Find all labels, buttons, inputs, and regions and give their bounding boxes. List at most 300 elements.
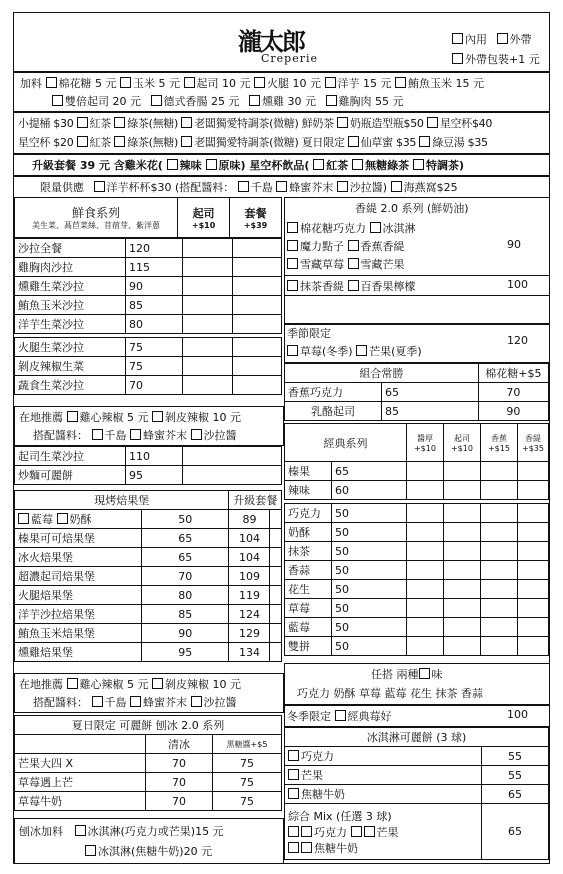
summer-drink-label: 夏日限定	[301, 136, 345, 149]
qty-cell[interactable]	[270, 624, 282, 643]
menu-item-price: 95	[126, 466, 183, 485]
menu-item-name: 沙拉全餐	[15, 239, 126, 258]
add-on-item: 雞胸肉 55 元	[338, 95, 404, 108]
pick-two-checkbox[interactable]	[419, 668, 430, 679]
add-on-checkbox[interactable]	[249, 95, 260, 106]
ice-addon-label: 刨冰加料	[19, 825, 63, 838]
drink-item: 紅茶	[89, 136, 112, 149]
ice-addon-option: 冰淇淋(焦糖牛奶)20 元	[98, 845, 213, 858]
qty-cell[interactable]	[480, 462, 517, 481]
qty-cell[interactable]	[232, 357, 282, 376]
menu-item-name: 香蒜	[285, 561, 332, 580]
add-on-item: 火腿 10 元	[267, 77, 321, 90]
sauce-checkbox[interactable]	[130, 429, 141, 440]
menu-item-price: 90	[126, 277, 183, 296]
qty-cell[interactable]	[480, 637, 517, 656]
add-on-item: 洋芋 15 元	[337, 77, 392, 90]
ice-cream-checkbox[interactable]	[288, 769, 299, 780]
fresh-local-rec	[14, 406, 284, 446]
qty-cell[interactable]	[232, 296, 282, 315]
local-rec-label: 在地推薦	[19, 411, 63, 424]
drink-checkbox[interactable]	[427, 117, 438, 128]
menu-item-price: 60	[332, 481, 407, 500]
limited-section	[14, 175, 549, 197]
mix-checkbox[interactable]	[288, 842, 299, 853]
menu-item-name: 花生	[285, 580, 332, 599]
ice-cream-table	[284, 727, 549, 860]
add-on-section	[14, 71, 549, 111]
classic-col-header	[480, 424, 517, 462]
qty-cell[interactable]	[480, 523, 517, 542]
qty-cell[interactable]	[443, 580, 480, 599]
upgrade-label: 升級套餐 39 元 含雞米花(	[32, 159, 163, 172]
brand-name: 瀧太郎	[238, 27, 304, 56]
ice-addon	[14, 818, 284, 864]
marshmallow-price: 70	[478, 383, 548, 402]
ice-addon-option: 冰淇淋(巧克力或芒果)15 元	[87, 825, 224, 838]
pick-two-flavors: 巧克力 奶酥 草莓 藍莓 花生 抹茶 香蒜	[297, 687, 483, 700]
menu-item-price: 50	[332, 580, 407, 599]
summer-table	[14, 715, 282, 811]
menu-item-price: 50	[142, 510, 229, 529]
chantilly-checkbox[interactable]	[348, 280, 359, 291]
sauce-checkbox[interactable]	[191, 696, 202, 707]
qty-cell[interactable]	[270, 548, 282, 567]
season-label: 季節限定	[287, 327, 331, 340]
qty-cell[interactable]	[406, 637, 443, 656]
drink-checkbox[interactable]	[114, 117, 125, 128]
qty-cell[interactable]	[480, 481, 517, 500]
burger-checkbox[interactable]	[18, 513, 29, 524]
qty-cell[interactable]	[232, 338, 282, 357]
qty-cell[interactable]	[270, 567, 282, 586]
menu-item-price: 80	[142, 586, 229, 605]
qty-cell[interactable]	[443, 637, 480, 656]
add-on-checkbox[interactable]	[46, 77, 57, 88]
qty-cell[interactable]	[517, 637, 548, 656]
dine-in-label: 內用	[465, 33, 487, 46]
menu-item-price: 75	[213, 773, 282, 792]
add-on-checkbox[interactable]	[254, 77, 265, 88]
qty-cell[interactable]	[443, 462, 480, 481]
limited-checkbox[interactable]	[337, 181, 348, 192]
qty-cell[interactable]	[183, 447, 282, 466]
chantilly-option: 魔力點子	[300, 240, 344, 253]
ice-cream-option: 巧克力	[301, 750, 334, 763]
qty-cell[interactable]	[517, 504, 548, 523]
classic-col-price: +$15	[487, 443, 510, 453]
classic-col-header	[517, 424, 548, 462]
qty-cell[interactable]	[183, 296, 233, 315]
qty-cell[interactable]	[517, 462, 548, 481]
ice-cream-checkbox[interactable]	[288, 788, 299, 799]
upgrade-option: 原味)	[218, 159, 246, 172]
drink-checkbox[interactable]	[348, 136, 359, 147]
qty-cell[interactable]	[480, 542, 517, 561]
qty-cell[interactable]	[517, 599, 548, 618]
mix-cell	[285, 804, 482, 860]
menu-item-name: 草莓牛奶	[15, 792, 146, 811]
add-on-item: 棉花糖 5 元	[58, 77, 117, 90]
qty-cell[interactable]	[443, 542, 480, 561]
menu-item-name: 榛果	[285, 462, 332, 481]
menu-item-name: 洋芋沙拉焙果堡	[15, 605, 142, 624]
menu-item-price: 80	[126, 315, 183, 334]
classic-col-price: +$10	[413, 443, 436, 453]
small-cup-label: 小提桶 $30	[18, 117, 74, 130]
menu-item-name: 香蕉巧克力	[285, 383, 382, 402]
menu-item-name	[285, 747, 482, 766]
add-on-checkbox[interactable]	[151, 95, 162, 106]
menu-item-name: 榛果可可焙果堡	[15, 529, 142, 548]
classic-col-header	[406, 424, 443, 462]
ice-addon-checkbox[interactable]	[75, 825, 86, 836]
qty-cell[interactable]	[232, 239, 282, 258]
sauce-checkbox[interactable]	[92, 429, 103, 440]
winter-checkbox[interactable]	[335, 710, 346, 721]
chantilly-option: 香蕉香緹	[360, 240, 405, 253]
fresh-series-header	[15, 198, 178, 238]
menu-item-price: 55	[482, 766, 549, 785]
qty-cell[interactable]	[480, 504, 517, 523]
mix-option: 芒果	[376, 825, 399, 839]
takeout-pack-label: 外帶包裝+1 元	[465, 53, 540, 66]
upgrade-checkbox[interactable]	[413, 159, 424, 170]
chantilly-option: 冰淇淋	[382, 222, 416, 235]
burger-local-rec	[14, 673, 284, 713]
set-price: 134	[229, 643, 270, 662]
fresh-items-table	[14, 238, 282, 395]
menu-item-price: 70	[146, 792, 213, 811]
menu-item-price: 50	[332, 561, 407, 580]
upgrade-section	[14, 153, 549, 175]
drink-checkbox[interactable]	[181, 117, 192, 128]
add-on-checkbox[interactable]	[325, 77, 336, 88]
menu-item-price: 110	[126, 447, 183, 466]
menu-item-name: 燻雞生菜沙拉	[15, 277, 126, 296]
qty-cell[interactable]	[270, 529, 282, 548]
chantilly-checkbox[interactable]	[287, 222, 298, 233]
chantilly-section	[284, 197, 550, 325]
burger-checkbox[interactable]	[57, 513, 68, 524]
upgrade-checkbox[interactable]	[206, 159, 217, 170]
cheese-price: +$10	[191, 221, 216, 230]
cheese-column-header	[178, 198, 230, 238]
burger-table	[14, 490, 282, 662]
local-rec-checkbox[interactable]	[152, 411, 163, 422]
mix-option: 焦糖牛奶	[314, 841, 358, 855]
qty-cell[interactable]	[183, 466, 282, 485]
qty-cell[interactable]	[443, 481, 480, 500]
star-cup-label: 星空杯 $20	[18, 136, 74, 149]
menu-item-name: 蔬食生菜沙拉	[15, 376, 126, 395]
chantilly-checkbox[interactable]	[287, 258, 298, 269]
marshmallow-price: 90	[478, 402, 548, 421]
qty-cell[interactable]	[232, 315, 282, 334]
marshmallow-header: 棉花糖+$5	[478, 364, 548, 383]
season-checkbox[interactable]	[287, 345, 298, 356]
menu-item-name: 超濃起司焙果堡	[15, 567, 142, 586]
drink-item: 奶瓶造型瓶$50	[350, 117, 424, 130]
upgrade-option: 辣味	[179, 159, 202, 172]
sauce-checkbox[interactable]	[92, 696, 103, 707]
qty-cell[interactable]	[232, 277, 282, 296]
qty-cell[interactable]	[480, 618, 517, 637]
limited-sauce: 千島	[250, 181, 273, 194]
season-checkbox[interactable]	[356, 345, 367, 356]
add-on-item: 鮪魚玉米 15 元	[408, 77, 484, 90]
drink-checkbox[interactable]	[77, 117, 88, 128]
menu-item-name: 燻雞焙果堡	[15, 643, 142, 662]
combo-title: 組合常勝	[285, 364, 479, 383]
qty-cell[interactable]	[480, 580, 517, 599]
mix-checkbox[interactable]	[364, 826, 375, 837]
burger-title: 現烤焙果堡	[15, 491, 229, 510]
add-on-checkbox[interactable]	[326, 95, 337, 106]
drink-checkbox[interactable]	[419, 136, 430, 147]
chantilly-price: 100	[507, 278, 528, 291]
mix-checkbox[interactable]	[301, 826, 312, 837]
drink-item: 綠豆湯 $35	[432, 136, 488, 149]
menu-item-name: 雞胸肉沙拉	[15, 258, 126, 277]
menu-item-name: 芒果大四 X	[15, 754, 146, 773]
classic-col-name: 醬厚	[416, 433, 433, 443]
limited-checkbox[interactable]	[238, 181, 249, 192]
ice-addon-checkbox[interactable]	[85, 845, 96, 856]
set-price: 119	[229, 586, 270, 605]
menu-item-price: 65	[482, 804, 549, 860]
menu-item-name: 火腿生菜沙拉	[15, 338, 126, 357]
set-price: 109	[229, 567, 270, 586]
set-price: 89	[229, 510, 270, 529]
menu-item-name: 巧克力	[285, 504, 332, 523]
chantilly-checkbox[interactable]	[287, 240, 298, 251]
add-on-item: 玉米 5 元	[133, 77, 180, 90]
upgrade-checkbox[interactable]	[313, 159, 324, 170]
qty-cell[interactable]	[183, 239, 233, 258]
chantilly-checkbox[interactable]	[348, 240, 359, 251]
chantilly-price: 90	[507, 238, 521, 251]
winter-price: 100	[507, 708, 528, 721]
add-on-checkbox[interactable]	[395, 77, 406, 88]
upgrade-drink-label: 星空杯飲品(	[249, 159, 310, 172]
menu-item-name: 鮪魚玉米沙拉	[15, 296, 126, 315]
menu-item-name: 鮪魚玉米焙果堡	[15, 624, 142, 643]
set-price: 104	[229, 529, 270, 548]
local-rec-checkbox[interactable]	[67, 411, 78, 422]
takeout-pack-checkbox[interactable]	[452, 53, 463, 64]
mix-checkbox[interactable]	[351, 826, 362, 837]
qty-cell[interactable]	[183, 258, 233, 277]
qty-cell[interactable]	[443, 504, 480, 523]
qty-cell[interactable]	[443, 599, 480, 618]
limited-checkbox[interactable]	[94, 181, 105, 192]
winter-label: 冬季限定	[287, 710, 331, 723]
mix-option: 巧克力	[314, 825, 347, 839]
menu-item-name: 抹茶	[285, 542, 332, 561]
set-price: 129	[229, 624, 270, 643]
qty-cell[interactable]	[270, 605, 282, 624]
qty-cell[interactable]	[406, 561, 443, 580]
menu-item-price: 75	[126, 338, 183, 357]
qty-cell[interactable]	[406, 462, 443, 481]
chantilly-checkbox[interactable]	[287, 280, 298, 291]
add-on-checkbox[interactable]	[120, 77, 131, 88]
dine-in-checkbox[interactable]	[452, 33, 463, 44]
qty-cell[interactable]	[517, 561, 548, 580]
qty-cell[interactable]	[270, 643, 282, 662]
qty-cell[interactable]	[183, 315, 233, 334]
drink-item: 老闆獨愛特調茶(微糖)	[194, 117, 299, 130]
season-price: 120	[507, 334, 528, 347]
qty-cell[interactable]	[443, 561, 480, 580]
upgrade-checkbox[interactable]	[167, 159, 178, 170]
burger-upgrade-header: 升級套餐	[229, 491, 282, 510]
drink-item: 仙草蜜 $35	[360, 136, 417, 149]
drink-checkbox[interactable]	[337, 117, 348, 128]
menu-item-price: 75	[213, 792, 282, 811]
drink-checkbox[interactable]	[77, 136, 88, 147]
local-rec-checkbox[interactable]	[152, 678, 163, 689]
qty-cell[interactable]	[183, 376, 233, 395]
classic-title: 經典系列	[285, 424, 407, 462]
plain-ice-header: 清冰	[146, 735, 213, 754]
qty-cell[interactable]	[517, 523, 548, 542]
qty-cell[interactable]	[232, 258, 282, 277]
qty-cell[interactable]	[517, 542, 548, 561]
upgrade-option: 無糖綠茶	[365, 159, 410, 172]
chantilly-title: 香緹 2.0 系列 (鮮奶油)	[355, 202, 469, 215]
order-form	[13, 12, 550, 864]
menu-item-price: 75	[213, 754, 282, 773]
limited-sauce: 沙拉醬)	[349, 181, 388, 194]
add-on-checkbox[interactable]	[184, 77, 195, 88]
chantilly-option: 雪藏芒果	[360, 258, 405, 271]
fresh-series-subtitle: 美生菜、萵苣菜絲、苜蓿芽、紫洋蔥	[32, 221, 161, 230]
menu-item-name: 草莓	[285, 599, 332, 618]
menu-item-name: 洋芋生菜沙拉	[15, 315, 126, 334]
order-options	[452, 30, 540, 70]
menu-item-price: 70	[146, 754, 213, 773]
menu-item-name: 剝皮辣椒生菜	[15, 357, 126, 376]
set-price: 124	[229, 605, 270, 624]
qty-cell[interactable]	[443, 618, 480, 637]
limited-checkbox[interactable]	[391, 181, 402, 192]
upgrade-checkbox[interactable]	[352, 159, 363, 170]
qty-cell[interactable]	[183, 277, 233, 296]
qty-cell[interactable]	[183, 357, 233, 376]
summer-blank-header	[15, 735, 146, 754]
classic-col-name: 起司	[453, 433, 470, 443]
menu-item-price: 50	[332, 637, 407, 656]
qty-cell[interactable]	[406, 618, 443, 637]
pick-two-title: 任搭 兩種	[371, 668, 419, 681]
menu-item-price: 50	[332, 542, 407, 561]
mix-checkbox[interactable]	[288, 826, 299, 837]
form-header	[14, 13, 549, 71]
qty-cell[interactable]	[517, 481, 548, 500]
add-on-checkbox[interactable]	[52, 95, 63, 106]
drink-checkbox[interactable]	[181, 136, 192, 147]
summer-title: 夏日限定 可麗餅 刨冰 2.0 系列	[15, 716, 282, 735]
qty-cell[interactable]	[517, 580, 548, 599]
fresh-extra-table	[14, 446, 282, 485]
drink-item: 綠茶(無糖)	[127, 117, 179, 130]
sauce-label: 搭配醬料：	[33, 696, 88, 709]
qty-cell[interactable]	[232, 376, 282, 395]
local-rec-option: 剝皮辣椒 10 元	[165, 411, 241, 424]
pick-two-section	[284, 663, 550, 705]
sauce-option: 沙拉醬	[203, 696, 237, 709]
sauce-checkbox[interactable]	[130, 696, 141, 707]
season-option: 草莓(冬季)	[300, 345, 353, 358]
limited-item: 洋芋杯杯$30 (搭配醬料：	[106, 181, 235, 194]
qty-cell[interactable]	[406, 504, 443, 523]
sauce-option: 千島	[104, 696, 127, 709]
milk-tea-label: 鮮奶茶	[301, 117, 334, 130]
menu-item-price: 65	[382, 383, 479, 402]
menu-item-price: 65	[142, 529, 229, 548]
menu-item-name: 草莓遇上芒	[15, 773, 146, 792]
menu-item-price: 70	[126, 376, 183, 395]
menu-item-price: 65	[482, 785, 549, 804]
sauce-option: 千島	[104, 429, 127, 442]
chantilly-checkbox[interactable]	[348, 258, 359, 269]
qty-cell[interactable]	[443, 523, 480, 542]
limited-checkbox[interactable]	[276, 181, 287, 192]
qty-cell[interactable]	[517, 618, 548, 637]
qty-cell[interactable]	[406, 599, 443, 618]
qty-cell[interactable]	[270, 586, 282, 605]
qty-cell[interactable]	[480, 599, 517, 618]
drink-checkbox[interactable]	[114, 136, 125, 147]
qty-cell[interactable]	[406, 580, 443, 599]
ice-cream-checkbox[interactable]	[288, 750, 299, 761]
winter-section	[284, 705, 550, 727]
add-on-item: 德式香腸 25 元	[163, 95, 240, 108]
qty-cell[interactable]	[406, 481, 443, 500]
menu-item-price: 120	[126, 239, 183, 258]
local-rec-option: 剝皮辣椒 10 元	[165, 678, 241, 691]
drink-item: 星空杯$40	[439, 117, 493, 130]
takeout-checkbox[interactable]	[497, 33, 508, 44]
menu-item-name: 起司生菜沙拉	[15, 447, 126, 466]
set-price: 104	[229, 548, 270, 567]
qty-cell[interactable]	[406, 542, 443, 561]
qty-cell[interactable]	[406, 523, 443, 542]
sauce-checkbox[interactable]	[191, 429, 202, 440]
chantilly-option: 雪藏草莓	[300, 258, 344, 271]
qty-cell[interactable]	[270, 510, 282, 529]
qty-cell[interactable]	[480, 561, 517, 580]
menu-item-price: 70	[142, 567, 229, 586]
classic-col-price: +$35	[521, 443, 544, 453]
menu-item-price: 50	[332, 523, 407, 542]
menu-item-price: 55	[482, 747, 549, 766]
menu-item-name	[285, 766, 482, 785]
mix-checkbox[interactable]	[301, 842, 312, 853]
chantilly-checkbox[interactable]	[370, 222, 381, 233]
brand-english: Creperie	[261, 52, 319, 65]
brand-logo	[238, 22, 338, 66]
qty-cell[interactable]	[183, 338, 233, 357]
menu-item-price: 50	[332, 599, 407, 618]
set-price: +$39	[243, 221, 268, 230]
ice-cream-option: 芒果	[301, 769, 323, 782]
brown-sugar-header: 黑糖醬+$5	[213, 735, 282, 754]
local-rec-checkbox[interactable]	[67, 678, 78, 689]
menu-item-price: 115	[126, 258, 183, 277]
